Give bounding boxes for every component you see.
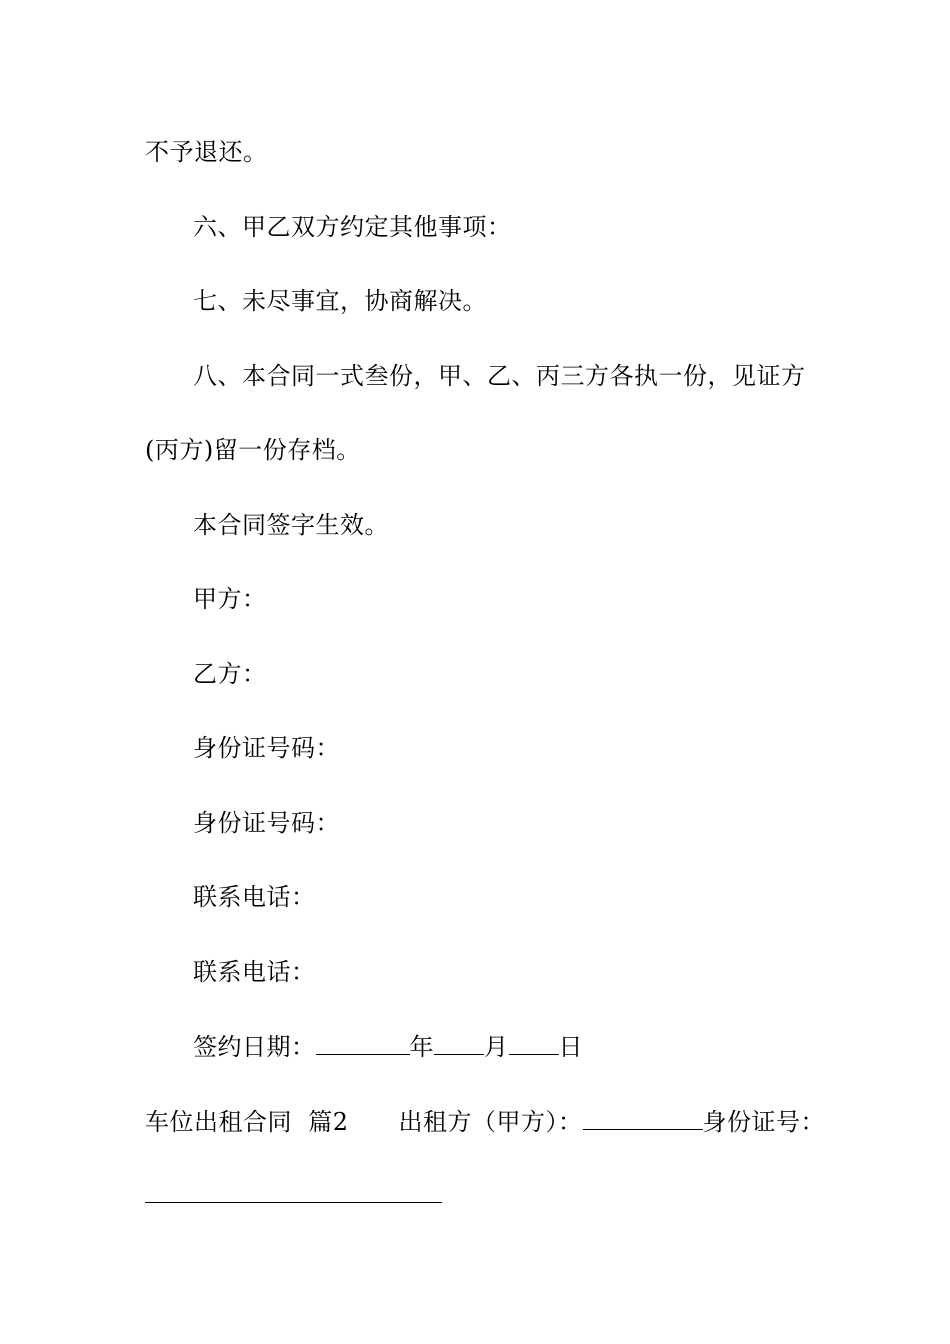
- paragraph-line: 不予退还。: [145, 138, 268, 166]
- day-blank: [509, 1032, 559, 1055]
- clause-six: 六、甲乙双方约定其他事项：: [193, 213, 512, 241]
- phone-label: 联系电话：: [193, 958, 316, 986]
- party-a-label: 甲方：: [193, 585, 267, 613]
- id-label: 身份证号：: [702, 1108, 826, 1136]
- section2-header-line: [145, 1107, 825, 1137]
- effective-clause: 本合同签字生效。: [193, 511, 389, 539]
- phone-label: 联系电话：: [193, 883, 316, 911]
- year-label: 年: [409, 1033, 434, 1061]
- day-label: 日: [558, 1033, 583, 1061]
- id-number-label: 身份证号码：: [193, 734, 340, 762]
- year-blank: [316, 1032, 410, 1055]
- sign-date-line: [193, 1032, 583, 1062]
- party-b-label: 乙方：: [193, 660, 267, 688]
- clause-eight-continued: (丙方)留一份存档。: [145, 436, 361, 464]
- lessor-label: 出租方（甲方）：: [398, 1108, 583, 1136]
- lessor-blank: [583, 1107, 703, 1130]
- clause-seven: 七、未尽事宜，协商解决。: [193, 287, 487, 315]
- month-blank: [434, 1032, 484, 1055]
- id-number-label: 身份证号码：: [193, 809, 340, 837]
- sign-date-label: 签约日期：: [193, 1033, 316, 1061]
- month-label: 月: [484, 1033, 509, 1061]
- section2-title: 车位出租合同 篇2: [145, 1108, 349, 1136]
- clause-eight: 八、本合同一式叁份，甲、乙、丙三方各执一份，见证方: [193, 362, 806, 390]
- id-number-blank: [145, 1202, 442, 1203]
